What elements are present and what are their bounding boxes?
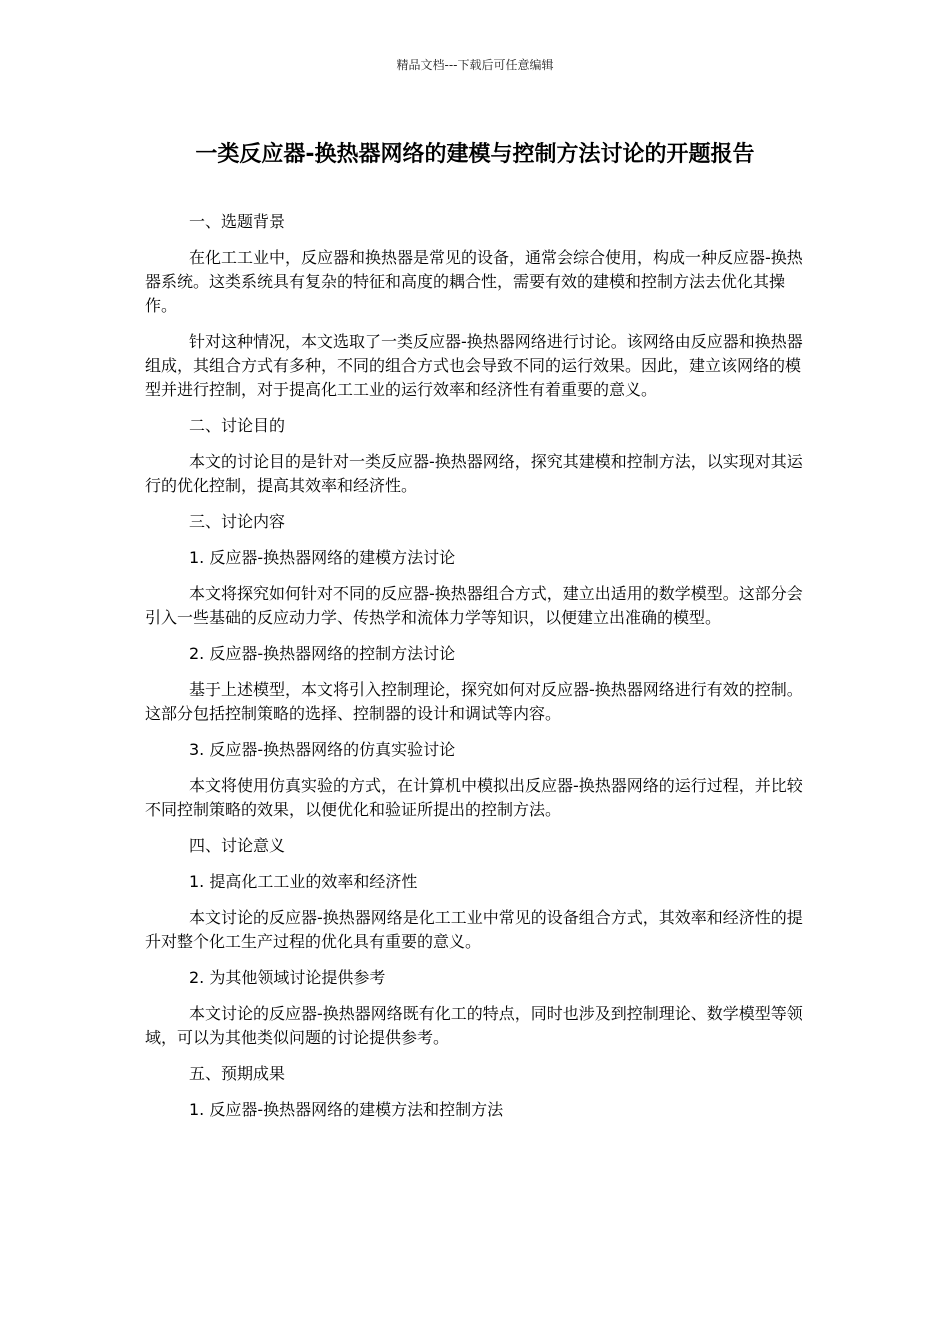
paragraph-control: 基于上述模型，本文将引入控制理论，探究如何对反应器-换热器网络进行有效的控制。这部分包括控制策略的选择、控制器的设计和调试等内容。	[145, 680, 803, 723]
subheading-efficiency: 1. 提高化工工业的效率和经济性	[189, 872, 418, 891]
subheading-control: 2. 反应器-换热器网络的控制方法讨论	[189, 644, 456, 663]
paragraph-reference: 本文讨论的反应器-换热器网络既有化工的特点，同时也涉及到控制理论、数学模型等领域，可以为其他类似问题的讨论提供参考。	[145, 1004, 803, 1047]
subheading-outcome-1: 1. 反应器-换热器网络的建模方法和控制方法	[189, 1100, 504, 1119]
document-title: 一类反应器-换热器网络的建模与控制方法讨论的开题报告	[195, 142, 755, 167]
subheading-modeling: 1. 反应器-换热器网络的建模方法讨论	[189, 548, 456, 567]
paragraph-modeling: 本文将探究如何针对不同的反应器-换热器组合方式，建立出适用的数学模型。这部分会引入一些基础的反应动力学、传热学和流体力学等知识，以便建立出准确的模型。	[145, 584, 803, 627]
section-heading-purpose: 二、讨论目的	[189, 416, 286, 435]
section-heading-significance: 四、讨论意义	[189, 836, 286, 855]
section-heading-outcomes: 五、预期成果	[189, 1064, 286, 1083]
header-note: 精品文档---下载后可任意编辑	[396, 58, 554, 72]
document-body	[145, 210, 805, 1134]
paragraph-simulation: 本文将使用仿真实验的方式，在计算机中模拟出反应器-换热器网络的运行过程，并比较不同控制策略的效果，以便优化和验证所提出的控制方法。	[145, 776, 803, 819]
paragraph-background-1: 在化工工业中，反应器和换热器是常见的设备，通常会综合使用，构成一种反应器-换热器系统。这类系统具有复杂的特征和高度的耦合性，需要有效的建模和控制方法去优化其操作。	[145, 248, 803, 315]
paragraph-purpose: 本文的讨论目的是针对一类反应器-换热器网络，探究其建模和控制方法，以实现对其运行的优化控制，提高其效率和经济性。	[145, 452, 803, 495]
section-heading-background: 一、选题背景	[189, 212, 286, 231]
paragraph-efficiency: 本文讨论的反应器-换热器网络是化工工业中常见的设备组合方式，其效率和经济性的提升对整个化工生产过程的优化具有重要的意义。	[145, 908, 803, 951]
section-heading-content: 三、讨论内容	[189, 512, 286, 531]
subheading-simulation: 3. 反应器-换热器网络的仿真实验讨论	[189, 740, 456, 759]
paragraph-background-2: 针对这种情况，本文选取了一类反应器-换热器网络进行讨论。该网络由反应器和换热器组成，其组合方式有多种，不同的组合方式也会导致不同的运行效果。因此，建立该网络的模型并进行控制，对于提高化工工业的运行效率和经济性有着重要的意义。	[145, 332, 803, 399]
subheading-reference: 2. 为其他领域讨论提供参考	[189, 968, 386, 987]
